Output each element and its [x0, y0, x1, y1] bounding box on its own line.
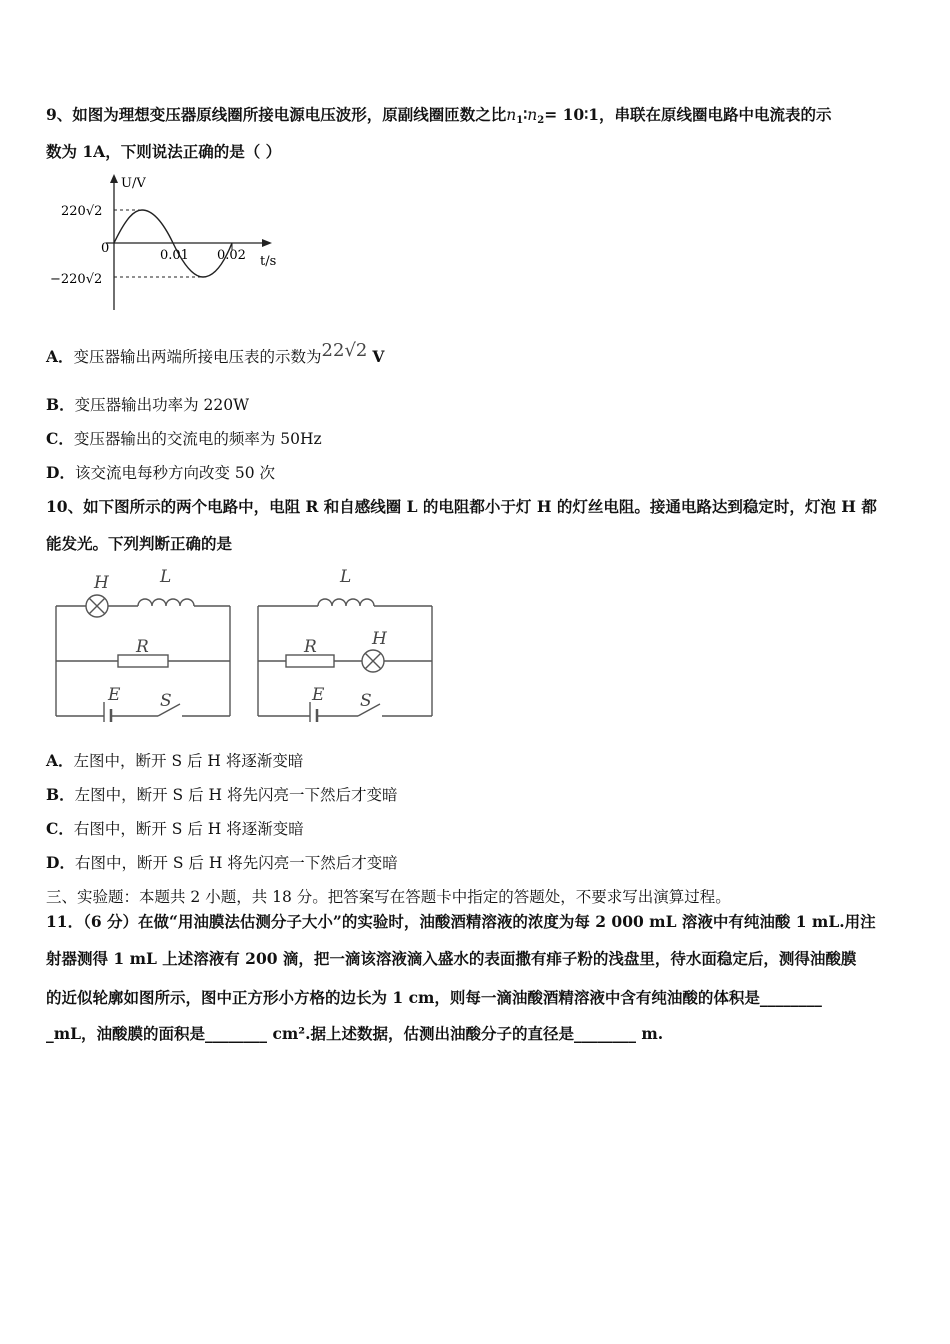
y-axis-arrow: [110, 174, 118, 183]
q10-stem-line2: 能发光。下列判断正确的是: [46, 534, 233, 553]
option-letter: A．: [46, 751, 74, 770]
label-S: S: [160, 691, 172, 711]
label-L: L: [340, 567, 352, 587]
option-text: 变压器输出的交流电的频率为 50Hz: [73, 430, 322, 448]
q9-stem-line2: 数为 1A，下则说法正确的是（ ）: [46, 142, 282, 161]
option-text: 左图中，断开 S 后 H 将先闪亮一下然后才变暗: [74, 786, 398, 804]
n2-subscript: 2: [537, 115, 545, 126]
inductor-coil: [138, 599, 194, 606]
zero-label: 0: [101, 241, 110, 256]
right-circuit-diagram: [252, 566, 442, 722]
q9-option-d[interactable]: [46, 461, 275, 483]
label-H: H: [372, 629, 387, 649]
q9-option-b[interactable]: [46, 393, 249, 415]
ratio-text: = 10∶1，串联在原线圈电路中电流表的示: [544, 105, 832, 124]
section-3-heading: 三、实验题：本题共 2 小题，共 18 分。把答案写在答题卡中指定的答题处，不要求写出演算过程。: [46, 888, 731, 906]
label-E: E: [312, 685, 325, 705]
label-R: R: [136, 637, 149, 657]
option-letter: D．: [46, 853, 75, 872]
y-axis-label: U/V: [121, 176, 146, 191]
n1-subscript: 1: [516, 115, 524, 126]
ymax-label: 220√2: [61, 204, 103, 219]
ratio-colon: ∶: [523, 105, 528, 124]
option-letter: B．: [46, 785, 75, 804]
q11-stem-line1: 11．（6 分）在做“用油膜法估测分子大小”的实验时，油酸酒精溶液的浓度为每 2 000 mL 溶液中有纯油酸 1 mL.用注: [46, 912, 876, 931]
label-H: H: [94, 573, 109, 593]
x-axis-label: t/s: [260, 254, 277, 269]
q11-stem-line3: 的近似轮廓如图所示，图中正方形小方格的边长为 1 cm，则每一滴油酸酒精溶液中含有纯油酸的体积是________: [46, 988, 822, 1007]
option-letter: A．: [46, 347, 74, 366]
option-text: 变压器输出两端所接电压表的示数为: [73, 348, 322, 366]
label-L: L: [160, 567, 172, 587]
option-text: 变压器输出功率为 220W: [74, 396, 250, 414]
n1-symbol: n: [506, 106, 517, 124]
voltage-waveform-graph: [46, 170, 291, 315]
q10-option-c[interactable]: [46, 817, 304, 839]
t1-label: 0.01: [160, 248, 189, 263]
option-letter: B．: [46, 395, 75, 414]
t2-label: 0.02: [217, 248, 246, 263]
left-circuit-diagram: [50, 566, 240, 722]
lamp-H: [362, 650, 384, 672]
option-letter: D．: [46, 463, 75, 482]
q11-stem-line2: 射器测得 1 mL 上述溶液有 200 滴，把一滴该溶液滴入盛水的表面撒有痱子粉的浅盘里，待水面稳定后，测得油酸膜: [46, 949, 857, 968]
n2-symbol: n: [527, 106, 538, 124]
ymin-label: −220√2: [50, 272, 103, 287]
voltage-unit: V: [372, 347, 385, 366]
label-R: R: [304, 637, 317, 657]
q10-stem-line1: 10、如下图所示的两个电路中，电阻 R 和自感线圈 L 的电阻都小于灯 H 的灯丝电阻。接通电路达到稳定时，灯泡 H 都: [46, 497, 877, 516]
inductor-coil: [318, 599, 374, 606]
q11-stem-line4: _mL，油酸膜的面积是________ cm².据上述数据，估测出油酸分子的直径是________ m.: [46, 1024, 664, 1043]
option-text: 左图中，断开 S 后 H 将逐渐变暗: [73, 752, 304, 770]
q9-stem-line1: [46, 103, 832, 126]
q9-stem-text: 9、如图为理想变压器原线圈所接电源电压波形，原副线圈匝数之比: [46, 105, 507, 124]
option-letter: C．: [46, 819, 74, 838]
q9-option-a[interactable]: [46, 340, 385, 367]
option-letter: C．: [46, 429, 74, 448]
option-text: 右图中，断开 S 后 H 将逐渐变暗: [73, 820, 304, 838]
x-axis-arrow: [262, 239, 272, 247]
label-S: S: [360, 691, 372, 711]
q10-option-d[interactable]: [46, 851, 398, 873]
q10-option-a[interactable]: [46, 749, 303, 771]
option-text: 该交流电每秒方向改变 50 次: [74, 464, 276, 482]
option-text: 右图中，断开 S 后 H 将先闪亮一下然后才变暗: [74, 854, 398, 872]
q10-option-b[interactable]: [46, 783, 397, 805]
label-E: E: [108, 685, 121, 705]
lamp-H: [86, 595, 108, 617]
voltage-value: 22√2: [321, 340, 368, 361]
q9-option-c[interactable]: [46, 427, 322, 449]
